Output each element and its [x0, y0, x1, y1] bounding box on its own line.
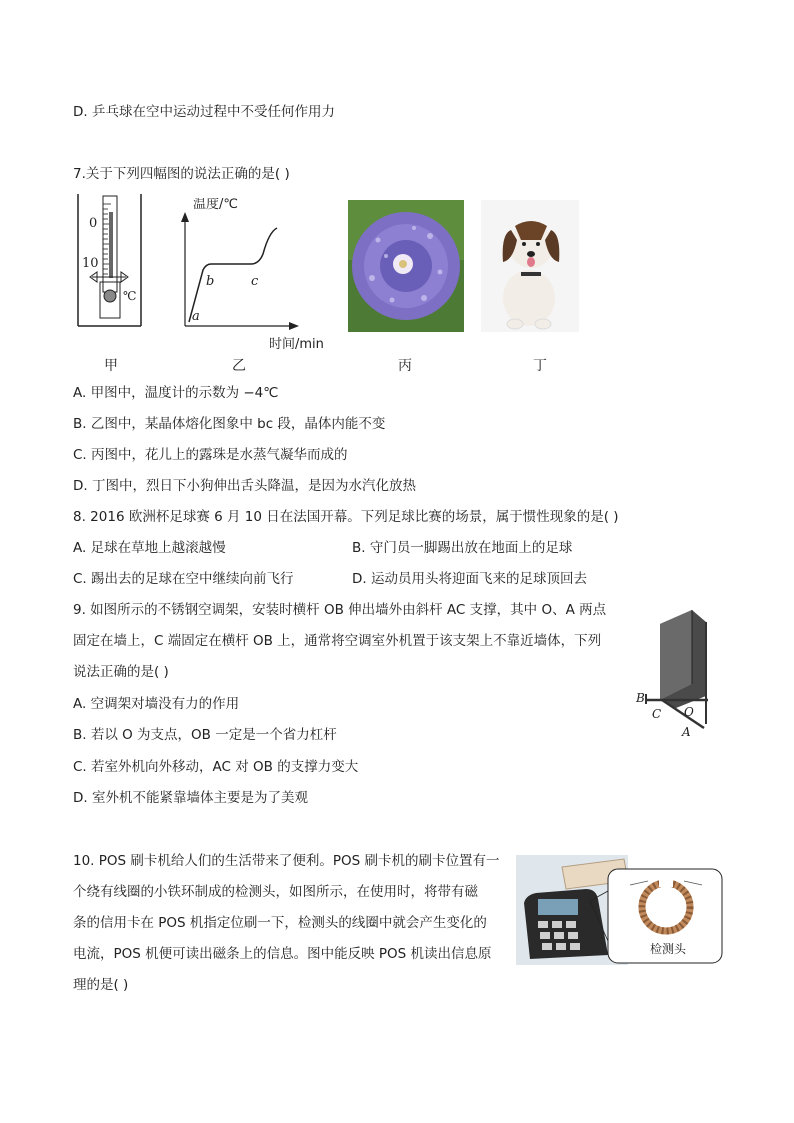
caption-jia: 甲	[104, 358, 118, 374]
q7-option-a: A. 甲图中，温度计的示数为 −4℃	[73, 385, 279, 401]
q7-option-b: B. 乙图中，某晶体熔化图象中 bc 段，晶体内能不变	[73, 416, 386, 432]
q10-stem-line-4: 电流，POS 机便可读出磁条上的信息。图中能反映 POS 机读出信息原	[73, 946, 492, 962]
q6-option-d: D. 乒乓球在空中运动过程中不受任何作用力	[73, 104, 335, 120]
q9-option-d: D. 室外机不能紧靠墙体主要是为了美观	[73, 790, 308, 806]
q9-stem-line-3: 说法正确的是( )	[73, 664, 169, 680]
q8-stem: 8. 2016 欧洲杯足球赛 6 月 10 日在法国开幕。下列足球比赛的场景，属于惯性现象的是( )	[73, 509, 619, 525]
melting-graph-figure	[175, 198, 335, 354]
label-a: A	[682, 725, 691, 739]
q8-option-b: B. 守门员一脚踢出放在地面上的足球	[352, 540, 573, 556]
dog-photo	[481, 200, 579, 332]
label-b: B	[636, 691, 645, 705]
q9-option-c: C. 若室外机向外移动，AC 对 OB 的支撑力变大	[73, 759, 359, 775]
graph-label-c: c	[251, 274, 259, 289]
caption-yi: 乙	[232, 358, 246, 374]
q8-option-c: C. 踢出去的足球在空中继续向前飞行	[73, 571, 294, 587]
graph-ylabel: 温度/℃	[193, 198, 238, 212]
q9-option-a: A. 空调架对墙没有力的作用	[73, 696, 240, 712]
q8-option-d: D. 运动员用头将迎面飞来的足球顶回去	[352, 571, 587, 587]
thermometer-unit: ℃	[123, 289, 137, 303]
q10-stem-line-5: 理的是( )	[73, 977, 129, 993]
thermometer-figure	[70, 192, 150, 332]
q8-option-a: A. 足球在草地上越滚越慢	[73, 540, 226, 556]
ac-bracket-figure	[632, 604, 728, 740]
graph-label-b: b	[206, 274, 215, 289]
pos-machine-figure	[516, 855, 724, 965]
caption-ding: 丁	[533, 358, 547, 374]
q9-option-b: B. 若以 O 为支点，OB 一定是一个省力杠杆	[73, 727, 337, 743]
caption-bing: 丙	[398, 358, 412, 374]
pos-figure-label: 检测头	[650, 942, 687, 956]
graph-xlabel: 时间/min	[269, 337, 324, 352]
label-o: O	[684, 705, 694, 719]
q7-option-d: D. 丁图中，烈日下小狗伸出舌头降温，是因为水汽化放热	[73, 478, 416, 494]
graph-label-a: a	[192, 309, 200, 324]
thermometer-tick-0: 0	[89, 216, 98, 231]
flower-photo	[348, 200, 464, 332]
q7-option-c: C. 丙图中，花儿上的露珠是水蒸气凝华而成的	[73, 447, 348, 463]
q10-stem-line-3: 条的信用卡在 POS 机指定位刷一下，检测头的线圈中就会产生变化的	[73, 915, 487, 931]
label-c: C	[652, 707, 662, 721]
q10-stem-line-2: 个绕有线圈的小铁环制成的检测头，如图所示，在使用时，将带有磁	[73, 884, 478, 900]
thermometer-tick-10: 10	[82, 256, 99, 271]
q9-stem-line-1: 9. 如图所示的不锈钢空调架，安装时横杆 OB 伸出墙外由斜杆 AC 支撑，其中 O、A 两点	[73, 602, 607, 618]
q9-stem-line-2: 固定在墙上，C 端固定在横杆 OB 上，通常将空调室外机置于该支架上不靠近墙体，下列	[73, 633, 602, 649]
q10-stem-line-1: 10. POS 刷卡机给人们的生活带来了便利。POS 刷卡机的刷卡位置有一	[73, 853, 500, 869]
q7-stem: 7.关于下列四幅图的说法正确的是( )	[73, 166, 290, 182]
